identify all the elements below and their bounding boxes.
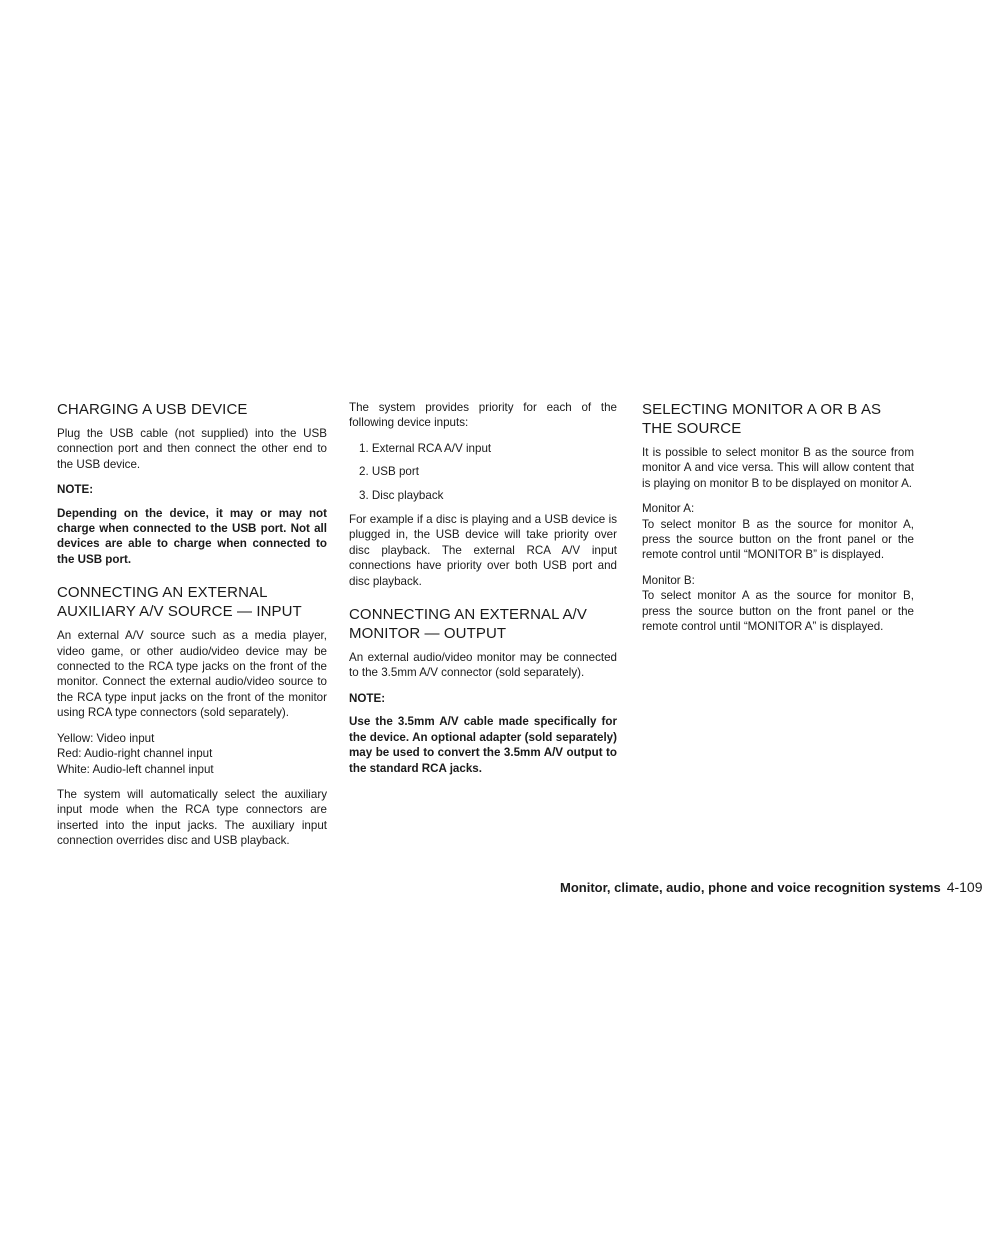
heading-aux-input: CONNECTING AN EXTERNAL AUXILIARY A/V SOURCE — INPUT bbox=[57, 584, 302, 621]
paragraph-select-monitor: It is possible to select monitor B as the source from monitor A and vice versa. This will allow content that is playing on monitor B to be displayed on monitor A. bbox=[642, 446, 914, 490]
paragraph-priority: The system provides priority for each of the following device inputs: bbox=[349, 401, 617, 430]
paragraph-aux-auto: The system will automatically select the auxiliary input mode when the RCA type connectors are inserted into the input jacks. The auxiliary input connection overrides disc and USB playback. bbox=[57, 787, 327, 848]
note-body: Depending on the device, it may or may not charge when connected to the USB port. Not all devices are able to charge when connected to the USB port. bbox=[57, 506, 327, 566]
color-yellow: Yellow: Video input bbox=[57, 731, 155, 745]
list-item: 1. External RCA A/V input bbox=[359, 441, 492, 455]
list-item: 2. USB port bbox=[359, 465, 419, 479]
monitor-b-label: Monitor B: bbox=[642, 573, 695, 587]
footer-section-title: Monitor, climate, audio, phone and voice recognition systems bbox=[560, 880, 941, 895]
column-2 bbox=[349, 400, 617, 786]
priority-list bbox=[349, 441, 617, 503]
note-label: NOTE: bbox=[349, 691, 386, 705]
heading-av-output: CONNECTING AN EXTERNAL A/V MONITOR — OUTPUT bbox=[349, 606, 587, 643]
color-red: Red: Audio-right channel input bbox=[57, 747, 213, 761]
monitor-a-label: Monitor A: bbox=[642, 502, 695, 516]
note-label: NOTE: bbox=[57, 483, 94, 497]
paragraph-aux-source: An external A/V source such as a media player, video game, or other audio/video device may be connected to the RCA type jacks on the front of the monitor. Connect the external audio/video source to the RCA type input jacks on the front of the monitor using RCA type connectors (sold separately). bbox=[57, 629, 327, 720]
monitor-b-text: To select monitor A as the source for monitor B, press the source button on the front panel or the remote control until “MONITOR A” is displayed. bbox=[642, 589, 914, 634]
paragraph-priority-example: For example if a disc is playing and a USB device is plugged in, the USB device will take priority over disc playback. The external RCA A/V input connections have priority over both USB port and disc playback. bbox=[349, 513, 617, 588]
heading-select-monitor: SELECTING MONITOR A OR B AS THE SOURCE bbox=[642, 401, 882, 437]
color-legend bbox=[57, 731, 327, 777]
color-white: White: Audio-left channel input bbox=[57, 762, 214, 776]
paragraph-monitor-b bbox=[642, 573, 914, 635]
page-footer bbox=[560, 879, 983, 895]
column-1 bbox=[57, 400, 327, 859]
paragraph-av-monitor: An external audio/video monitor may be connected to the 3.5mm A/V connector (sold separately). bbox=[349, 651, 617, 680]
page-number: 4-109 bbox=[946, 879, 983, 895]
heading-charging-usb: CHARGING A USB DEVICE bbox=[57, 401, 248, 418]
list-item: 3. Disc playback bbox=[359, 488, 444, 502]
monitor-a-text: To select monitor B as the source for monitor A, press the source button on the front panel or the remote control until “MONITOR B” is displayed. bbox=[642, 517, 914, 562]
column-3 bbox=[642, 400, 914, 644]
paragraph-monitor-a bbox=[642, 501, 914, 563]
paragraph-usb-plug: Plug the USB cable (not supplied) into the USB connection port and then connect the other end to the USB device. bbox=[57, 427, 327, 471]
note-body: Use the 3.5mm A/V cable made specifically for the device. An optional adapter (sold separately) may be used to convert the 3.5mm A/V output to the standard RCA jacks. bbox=[349, 715, 617, 775]
